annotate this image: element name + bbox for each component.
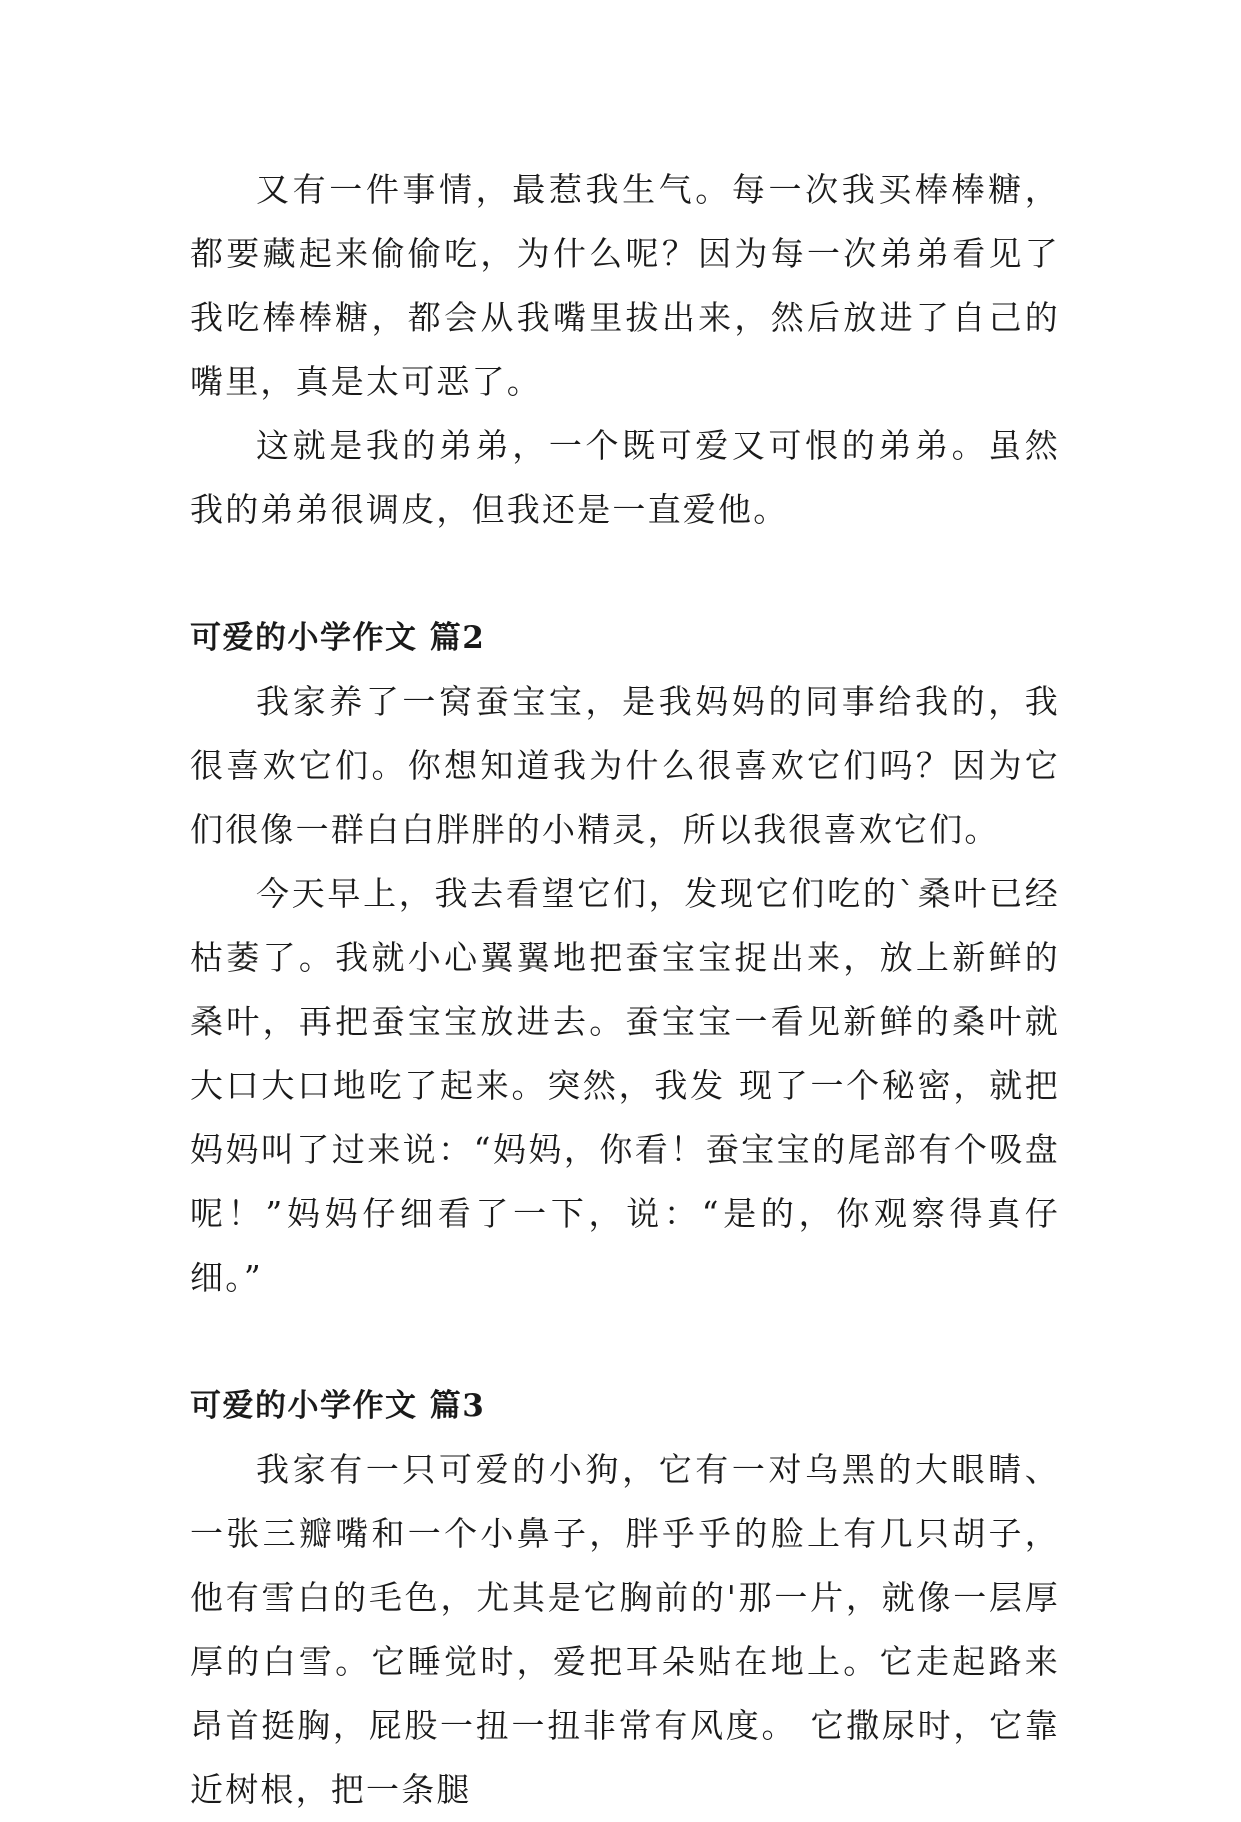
section-heading: 可爱的小学作文 篇2: [190, 620, 486, 656]
paragraph: 又有一件事情，最惹我生气。每一次我买棒棒糖，都要藏起来偷偷吃，为什么呢？因为每一次弟弟看见了我吃棒棒糖，都会从我嘴里拔出来，然后放进了自己的嘴里，真是太可恶了。: [190, 170, 1060, 401]
paragraph: 这就是我的弟弟，一个既可爱又可恨的弟弟。虽然我的弟弟很调皮，但我还是一直爱他。: [190, 426, 1060, 529]
paragraph: 今天早上，我去看望它们，发现它们吃的`桑叶已经枯萎了。我就小心翼翼地把蚕宝宝捉出来，放上新鲜的桑叶，再把蚕宝宝放进去。蚕宝宝一看见新鲜的桑叶就大口大口地吃了起来。突然，我发 现了一个秘密，就把妈妈叫了过来说：“妈妈，你看！蚕宝宝的尾部有个吸盘呢！”妈妈仔细看了一下，说：“是的，你观察得真仔细。”: [190, 874, 1060, 1297]
essay-section-2: [190, 606, 1060, 1310]
section-spacer: [190, 542, 1060, 606]
paragraph: 我家有一只可爱的小狗，它有一对乌黑的大眼睛、一张三瓣嘴和一个小鼻子，胖乎乎的脸上有几只胡子，他有雪白的毛色，尤其是它胸前的'那一片，就像一层厚厚的白雪。它睡觉时，爱把耳朵贴在地上。它走起路来昂首挺胸，屁股一扭一扭非常有风度。 它撒尿时，它靠近树根，把一条腿: [190, 1450, 1060, 1809]
essay-section-1: [190, 158, 1060, 542]
section-spacer: [190, 1310, 1060, 1374]
document-page: [190, 158, 1060, 1822]
section-heading: 可爱的小学作文 篇3: [190, 1388, 486, 1424]
paragraph: 我家养了一窝蚕宝宝，是我妈妈的同事给我的，我很喜欢它们。你想知道我为什么很喜欢它们吗？因为它们很像一群白白胖胖的小精灵，所以我很喜欢它们。: [190, 682, 1060, 849]
essay-section-3: [190, 1374, 1060, 1822]
